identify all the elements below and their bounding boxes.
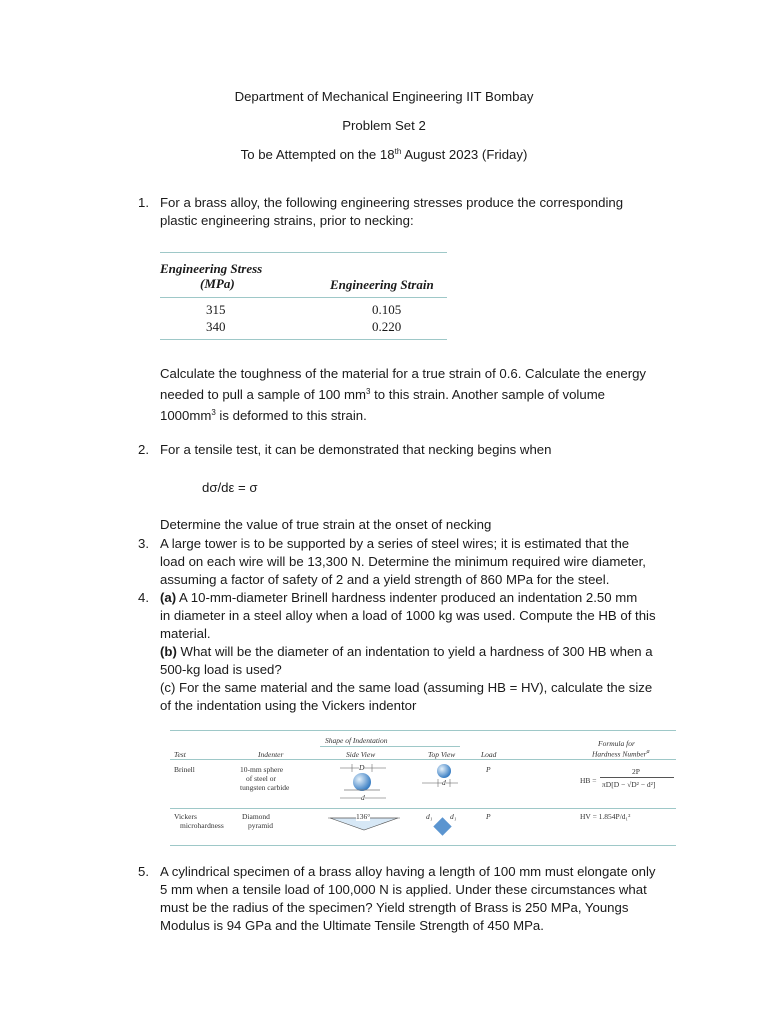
question-4-number: 4. (138, 590, 149, 605)
indenter-header: Indenter (258, 750, 284, 759)
brinell-formula: πD[D − √D² − d²] (602, 780, 656, 789)
brinell-test: Brinell (174, 765, 195, 774)
problem-set-title: Problem Set 2 (342, 118, 426, 133)
question-2-followup: Determine the value of true strain at the onset of necking (160, 517, 492, 532)
question-3: 3. A large tower is to be supported by a series of steel wires; it is estimated that the load on each wire will be 13,300 N. Determine the minimum required wire diameter, assuming a factor of safety of 2 and a yield strength of 860 MPa for the steel. (138, 536, 646, 587)
table-cell: 340 (206, 319, 226, 334)
question-1-intro: 1. For a brass alloy, the following engineering stresses produce the corresponding plastic engineering strains, prior to necking: (138, 195, 624, 228)
department-title: Department of Mechanical Engineering IIT Bombay (234, 89, 534, 104)
vickers-test: Vickers (174, 812, 197, 821)
question-2-number: 2. (138, 442, 149, 457)
formula-header: Formula for (598, 739, 635, 748)
question-5: 5. A cylindrical specimen of a brass alloy having a length of 100 mm must elongate only 5 mm when a tensile load of 100,000 N is applied. Under these circumstances what must be the radius of the specimen? Yield strength of Brass is 250 MPa, Youngs Modulus is 94 GPa and the Ultimate Tensile Strength of 450 MPa. (138, 864, 656, 933)
table-cell: 0.220 (372, 319, 402, 334)
col-header-strain: Engineering Strain (330, 277, 434, 292)
side-view-header: Side View (346, 750, 376, 759)
col-header-stress: Engineering Stress (160, 261, 263, 276)
question-2: 2. For a tensile test, it can be demonstrated that necking begins when (138, 442, 552, 457)
question-5-number: 5. (138, 864, 149, 879)
table-cell: 315 (206, 302, 226, 317)
shape-header: Shape of Indentation (325, 736, 388, 745)
question-3-number: 3. (138, 536, 149, 551)
stress-strain-table (160, 252, 447, 340)
question-1-number: 1. (138, 195, 149, 210)
col-header-stress-unit: (MPa) (200, 276, 235, 291)
table-cell: 0.105 (372, 302, 402, 317)
necking-equation: dσ/dε = σ (202, 480, 258, 495)
test-header: Test (174, 750, 186, 759)
hardness-test-table: Shape of Indentation Formula for Hardness Number$^a$ Test Indenter Side View Top View Load Brinell 10-mm sphere of steel or tungsten carbide D d d P HB = 2P πD[D − √D² − d²] Vickers microhardness Diamond pyramid 136° d₁ d₁ P HV = 1.854P/d₁² (170, 730, 676, 846)
attempt-date: To be Attempted on the 18th August 2023 (Friday) (240, 147, 528, 162)
question-4: 4. (a) A 10-mm-diameter Brinell hardness indenter produced an indentation 2.50 mm in diameter in a steel alloy when a load of 1000 kg was used. Compute the HB of this material. (b) What will be the diameter of an indentation to yield a hardness of 300 HB when a 500-kg load is used? (c) For the same material and the same load (assuming HB = HV), calculate the size of the indentation using the Vickers indentor (138, 590, 656, 713)
top-view-header: Top View (428, 750, 456, 759)
brinell-top-view-icon (420, 762, 460, 792)
load-header: Load (481, 750, 497, 759)
question-1-text: Calculate the toughness of the material for a true strain of 0.6. Calculate the energy needed to pull a sample of 100 $mm^3$ to this strain. Another sample of volume $1000mm^3$ is deformed to this strain. (160, 366, 647, 423)
vickers-formula: HV = 1.854P/d₁² (580, 812, 631, 821)
